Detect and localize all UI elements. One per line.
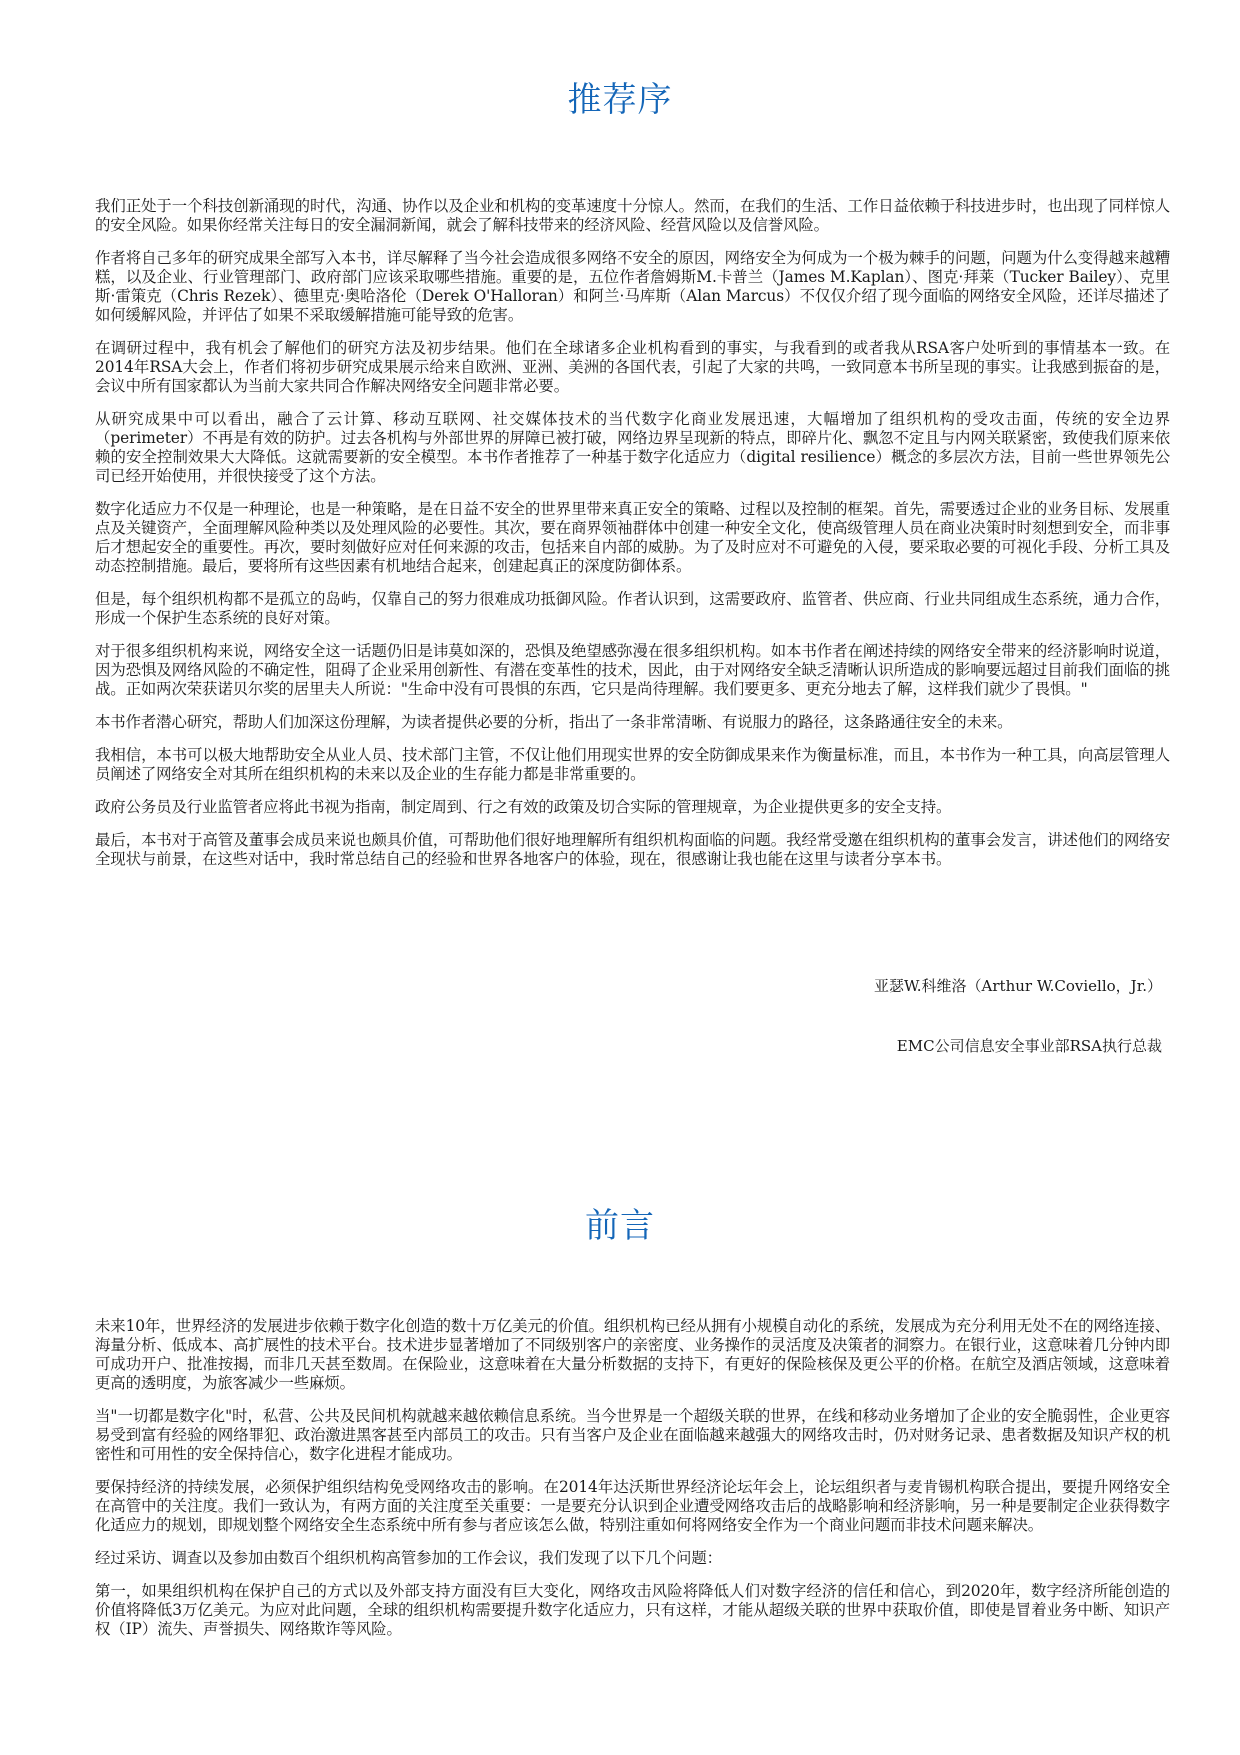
signature-title: EMC公司信息安全事业部RSA执行总裁: [896, 1037, 1162, 1055]
preface-paragraph-5: 第一，如果组织机构在保护自己的方式以及外部支持方面没有巨大变化，网络攻击风险将降低人们对数字经济的信任和信心，到2020年，数字经济所能创造的价值将降低3万亿美元。为应对此问题，全球的组织机构需要提升数字化适应力，只有这样，才能从超级关联的世界中获取价值，即使是冒着业务中断、知识产权（IP）流失、声誉损失、网络欺诈等风险。: [95, 1582, 1170, 1638]
preface-paragraph-1: 未来10年，世界经济的发展进步依赖于数字化创造的数十万亿美元的价值。组织机构已经从拥有小规模自动化的系统，发展成为充分利用无处不在的网络连接、海量分析、低成本、高扩展性的技术平台。技术进步显著增加了不同级别客户的亲密度、业务操作的灵活度及决策者的洞察力。在银行业，这意味着几分钟内即可成功开户、批准按揭，而非几天甚至数周。在保险业，这意味着在大量分析数据的支持下，有更好的保险核保及更公平的价格。在航空及酒店领域，这意味着更高的透明度，为旅客减少一些麻烦。: [95, 1317, 1170, 1392]
foreword-paragraph-4: 从研究成果中可以看出，融合了云计算、移动互联网、社交媒体技术的当代数字化商业发展迅速，大幅增加了组织机构的受攻击面，传统的安全边界（perimeter）不再是有效的防护。过去各机构与外部世界的屏障已被打破，网络边界呈现新的特点，即碎片化、飘忽不定且与内网关联紧密，致使我们原来依赖的安全控制效果大大降低。这就需要新的安全模型。本书作者推荐了一种基于数字化适应力（digital resilience）概念的多层次方法，目前一些世界领先公司已经开始使用，并很快接受了这个方法。: [95, 410, 1170, 485]
preface-paragraph-2: 当"一切都是数字化"时，私营、公共及民间机构就越来越依赖信息系统。当今世界是一个超级关联的世界，在线和移动业务增加了企业的安全脆弱性，企业更容易受到富有经验的网络罪犯、政治激进黑客甚至内部员工的攻击。只有当客户及企业在面临越来越强大的网络攻击时，仍对财务记录、患者数据及知识产权的机密性和可用性的安全保持信心，数字化进程才能成功。: [95, 1407, 1170, 1463]
foreword-title: 推荐序: [567, 80, 673, 120]
foreword-paragraph-6: 但是，每个组织机构都不是孤立的岛屿，仅靠自己的努力很难成功抵御风险。作者认识到，这需要政府、监管者、供应商、行业共同组成生态系统，通力合作，形成一个保护生态系统的良好对策。: [95, 590, 1170, 627]
foreword-paragraph-3: 在调研过程中，我有机会了解他们的研究方法及初步结果。他们在全球诸多企业机构看到的事实，与我看到的或者我从RSA客户处听到的事情基本一致。在2014年RSA大会上，作者们将初步研究成果展示给来自欧洲、亚洲、美洲的各国代表，引起了大家的共鸣，一致同意本书所呈现的事实。让我感到振奋的是，会议中所有国家都认为当前大家共同合作解决网络安全问题非常必要。: [95, 339, 1170, 395]
preface-body: [95, 1317, 1170, 1653]
preface-paragraph-3: 要保持经济的持续发展，必须保护组织结构免受网络攻击的影响。在2014年达沃斯世界经济论坛年会上，论坛组织者与麦肯锡机构联合提出，要提升网络安全在高管中的关注度。我们一致认为，有两方面的关注度至关重要：一是要充分认识到企业遭受网络攻击后的战略影响和经济影响，另一种是要制定企业获得数字化适应力的规划，即规划整个网络安全生态系统中所有参与者应该怎么做，特别注重如何将网络安全作为一个商业问题而非技术问题来解决。: [95, 1478, 1170, 1534]
foreword-paragraph-2: 作者将自己多年的研究成果全部写入本书，详尽解释了当今社会造成很多网络不安全的原因，网络安全为何成为一个极为棘手的问题，问题为什么变得越来越糟糕，以及企业、行业管理部门、政府部门应该采取哪些措施。重要的是，五位作者詹姆斯M.卡普兰（James M.Kaplan）、图克·拜莱（Tucker Bailey）、克里斯·雷策克（Chris Rezek）、德里克·奥哈洛伦（Derek O'Halloran）和阿兰·马库斯（Alan Marcus）不仅仅介绍了现今面临的网络安全风险，还详尽描述了如何缓解风险，并评估了如果不采取缓解措施可能导致的危害。: [95, 249, 1170, 324]
foreword-paragraph-8: 本书作者潜心研究，帮助人们加深这份理解，为读者提供必要的分析，指出了一条非常清晰、有说服力的路径，这条路通往安全的未来。: [95, 713, 1013, 731]
foreword-paragraph-5: 数字化适应力不仅是一种理论，也是一种策略，是在日益不安全的世界里带来真正安全的策略、过程以及控制的框架。首先，需要透过企业的业务目标、发展重点及关键资产，全面理解风险种类以及处理风险的必要性。其次，要在商界领袖群体中创建一种安全文化，使高级管理人员在商业决策时时刻想到安全，而非事后才想起安全的重要性。再次，要时刻做好应对任何来源的攻击，包括来自内部的威胁。为了及时应对不可避免的入侵，要采取必要的可视化手段、分析工具及动态控制措施。最后，要将所有这些因素有机地结合起来，创建起真正的深度防御体系。: [95, 500, 1170, 575]
signature-name: 亚瑟W.科维洛（Arthur W.Coviello，Jr.）: [873, 977, 1162, 995]
foreword-paragraph-7: 对于很多组织机构来说，网络安全这一话题仍旧是讳莫如深的，恐惧及绝望感弥漫在很多组织机构。如本书作者在阐述持续的网络安全带来的经济影响时说道，因为恐惧及网络风险的不确定性，阻碍了企业采用创新性、有潜在变革性的技术，因此，由于对网络安全缺乏清晰认识所造成的影响要远超过目前我们面临的挑战。正如两次荣获诺贝尔奖的居里夫人所说："生命中没有可畏惧的东西，它只是尚待理解。我们要更多、更充分地去了解，这样我们就少了畏惧。": [95, 642, 1170, 698]
preface-title: 前言: [585, 1206, 655, 1246]
preface-paragraph-4: 经过采访、调查以及参加由数百个组织机构高管参加的工作会议，我们发现了以下几个问题：: [95, 1549, 722, 1567]
foreword-paragraph-11: 最后，本书对于高管及董事会成员来说也颇具价值，可帮助他们很好地理解所有组织机构面临的问题。我经常受邀在组织机构的董事会发言，讲述他们的网络安全现状与前景，在这些对话中，我时常总结自己的经验和世界各地客户的体验，现在，很感谢让我也能在这里与读者分享本书。: [95, 831, 1170, 868]
foreword-paragraph-10: 政府公务员及行业监管者应将此书视为指南，制定周到、行之有效的政策及切合实际的管理规章，为企业提供更多的安全支持。: [95, 798, 952, 816]
foreword-body: [95, 197, 1170, 883]
foreword-paragraph-1: 我们正处于一个科技创新涌现的时代，沟通、协作以及企业和机构的变革速度十分惊人。然而，在我们的生活、工作日益依赖于科技进步时，也出现了同样惊人的安全风险。如果你经常关注每日的安全漏洞新闻，就会了解科技带来的经济风险、经营风险以及信誉风险。: [95, 197, 1170, 234]
foreword-paragraph-9: 我相信，本书可以极大地帮助安全从业人员、技术部门主管，不仅让他们用现实世界的安全防御成果来作为衡量标准，而且，本书作为一种工具，向高层管理人员阐述了网络安全对其所在组织机构的未来以及企业的生存能力都是非常重要的。: [95, 746, 1170, 783]
